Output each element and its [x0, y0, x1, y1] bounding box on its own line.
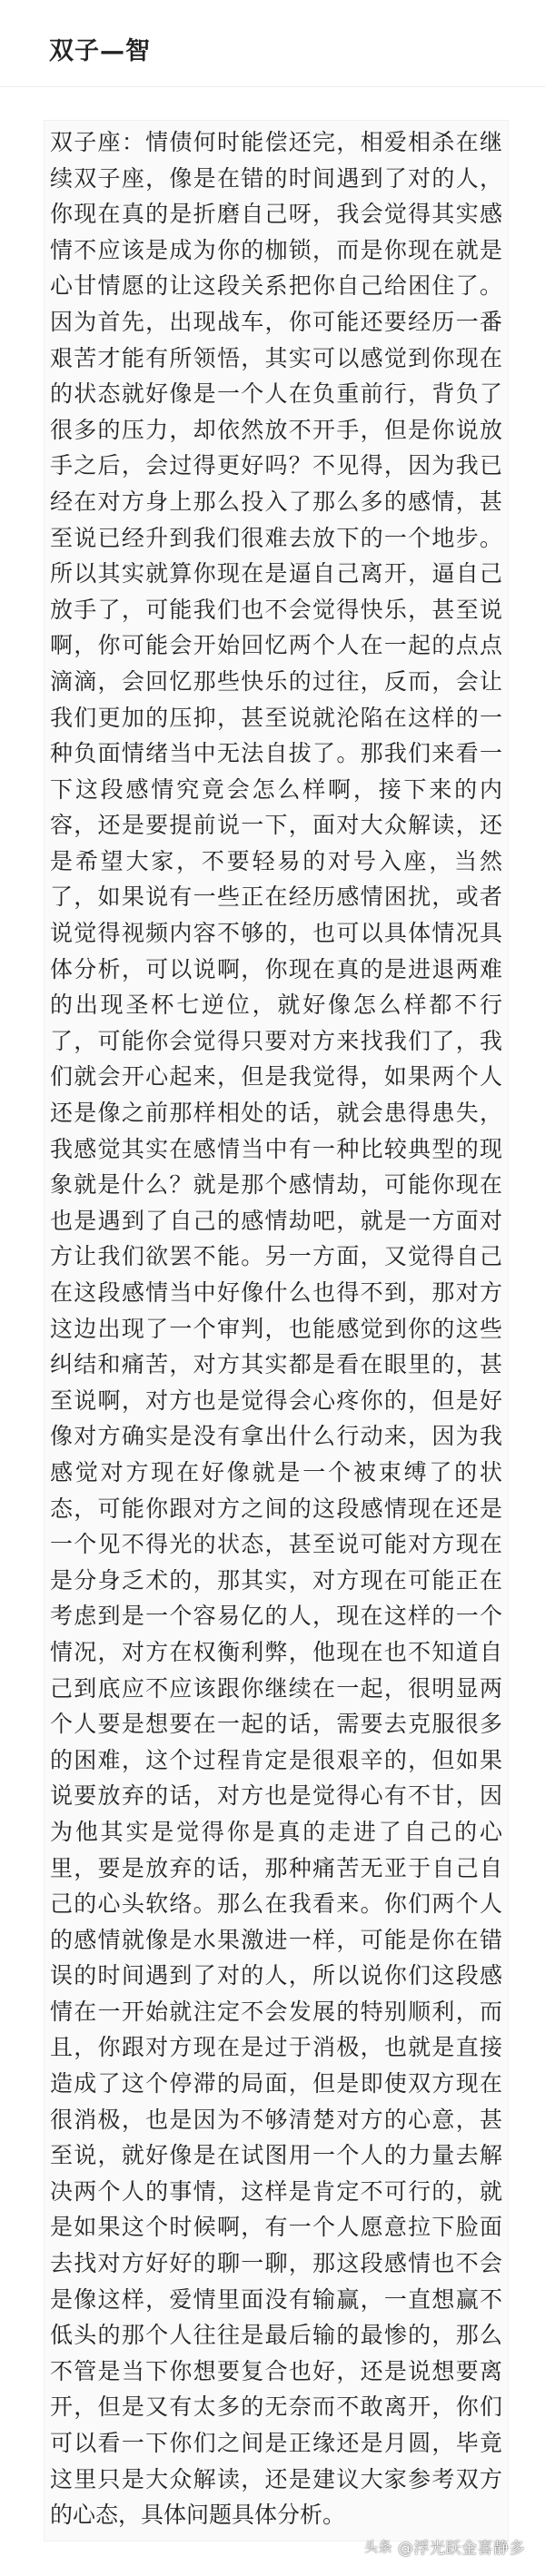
article-body-box: [44, 120, 509, 2541]
watermark-brand: 头条: [363, 2539, 392, 2555]
article-header: [0, 0, 545, 87]
article-title: 双子—智: [49, 37, 151, 65]
watermark-author: @浮光跃金喜静多: [398, 2540, 525, 2558]
watermark: [364, 2535, 525, 2558]
article-paragraph: 双子座：情债何时能偿还完，相爱相杀在继续双子座，像是在错的时间遇到了对的人，你现在真的是折磨自己呀，我会觉得其实感情不应该是成为你的枷锁，而是你现在就是心甘情愿的让这段关系把你自己给困住了。因为首先，出现战车，你可能还要经历一番艰苦才能有所领悟，其实可以感觉到你现在的状态就好像是一个人在负重前行，背负了很多的压力，却依然放不开手，但是你说放手之后，会过得更好吗？不见得，因为我已经在对方身上那么投入了那么多的感情，甚至说已经升到我们很难去放下的一个地步。所以其实就算你现在是逼自己离开，逼自己放手了，可能我们也不会觉得快乐，甚至说啊，你可能会开始回忆两个人在一起的点点滴滴，会回忆那些快乐的过往，反而，会让我们更加的压抑，甚至说就沦陷在这样的一种负面情绪当中无法自拔了。那我们来看一下这段感情究竟会怎么样啊，接下来的内容，还是要提前说一下，面对大众解读，还是希望大家，不要轻易的对号入座，当然了，如果说有一些正在经历感情困扰，或者说觉得视频内容不够的，也可以具体情况具体分析，可以说啊，你现在真的是进退两难的出现圣杯七逆位，就好像怎么样都不行了，可能你会觉得只要对方来找我们了，我们就会开心起来，但是我觉得，如果两个人还是像之前那样相处的话，就会患得患失，我感觉其实在感情当中有一种比较典型的现象就是什么？就是那个感情劫，可能你现在也是遇到了自己的感情劫吧，就是一方面对方让我们欲罢不能。另一方面，又觉得自己在这段感情当中好像什么也得不到，那对方这边出现了一个审判，也能感觉到你的这些纠结和痛苦，对方其实都是看在眼里的，甚至说啊，对方也是觉得会心疼你的，但是好像对方确实是没有拿出什么行动来，因为我感觉对方现在好像就是一个被束缚了的状态，可能你跟对方之间的这段感情现在还是一个见不得光的状态，甚至说可能对方现在是分身乏术的，那其实，对方现在可能正在考虑到是一个容易亿的人，现在这样的一个情况，对方在权衡利弊，他现在也不知道自己到底应不应该跟你继续在一起，很明显两个人要是想要在一起的话，需要去克服很多的困难，这个过程肯定是很艰辛的，但如果说要放弃的话，对方也是觉得心有不甘，因为他其实是觉得你是真的走进了自己的心里，要是放弃的话，那种痛苦无亚于自己自己的心头软络。那么在我看来。你们两个人的感情就像是水果激进一样，可能是你在错误的时间遇到了对的人，所以说你们这段感情在一开始就注定不会发展的特别顺利，而且，你跟对方现在是过于消极，也就是直接造成了这个停滞的局面，但是即使双方现在很消极，也是因为不够清楚对方的心意，甚至说，就好像是在试图用一个人的力量去解决两个人的事情，这样是肯定不可行的，就是如果这个时候啊，有一个人愿意拉下脸面去找对方好好的聊一聊，那这段感情也不会是像这样，爱情里面没有输赢，一直想赢不低头的那个人往往是最后输的最惨的，那么不管是当下你想要复合也好，还是说想要离开，但是又有太多的无奈而不敢离开，你们可以看一下你们之间是正缘还是月圆，毕竟这里只是大众解读，还是建议大家参考双方的心态，具体问题具体分析。: [50, 129, 502, 2529]
